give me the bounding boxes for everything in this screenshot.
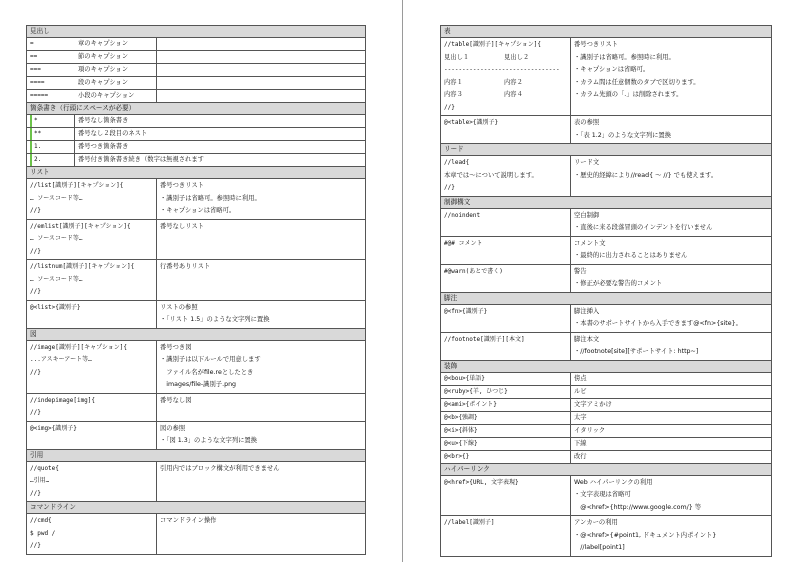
table-row: @<bou>{単語} 傍点	[441, 373, 771, 386]
section-lead	[440, 143, 772, 196]
page-divider	[402, 0, 403, 562]
section-header: リード	[441, 144, 771, 156]
section-quote	[26, 449, 366, 502]
table-row: //image[識別子][キャプション]{ ...アスキーアート等… //} 番号つき図 ・識別子は以下ルールで用意します ファイル名がfile.reとしたとき images/file-識別子.png	[27, 341, 365, 394]
table-row: === 項のキャプション	[27, 64, 365, 77]
section-bullets	[26, 102, 366, 166]
table-row: == 節のキャプション	[27, 51, 365, 64]
section-decoration	[440, 360, 772, 463]
bullet-marker-icon	[30, 128, 32, 140]
section-header: リスト	[27, 167, 365, 179]
table-row: @<fn>{識別子} 脚注挿入 ・本書のサポートサイトから入手できます@<fn>{site}。	[441, 305, 771, 333]
bullet-marker-icon	[30, 141, 32, 153]
table-row: @<img>{識別子} 図の参照 ・「図 1.3」のような文字列に置換	[27, 422, 365, 449]
section-list	[26, 166, 366, 328]
table-row: #@warn(あとで書く) 警告 ・修正が必要な警告的コメント	[441, 265, 771, 292]
table-row: //footnote[識別子][本文] 脚注本文 ・//footnote[site][サポートサイト: http~]	[441, 333, 771, 360]
table-row: //quote{ …引用… //} 引用内ではブロック構文が利用できません	[27, 462, 365, 502]
table-row: //table[識別子][キャプション]{ 見出し１ 見出し２ -------------------------------- 内容１ 内容２ 内容３ 内容４ //} 番号つきリスト ・識別子は省略可。参照時に利用。 ・キャプションは省略可。 ・カラム間は任意個数のタブで区切ります。 ・カラム先頭の「.」は削除されます。	[441, 38, 771, 116]
table-row: ===== 小段のキャプション	[27, 90, 365, 102]
section-header: 図	[27, 329, 365, 341]
table-row: //lead{ 本章では～について説明します。 //} リード文 ・歴史的経緯により//read{ ～ //} でも使えます。	[441, 156, 771, 196]
table-row: @<i>{斜体} イタリック	[441, 425, 771, 438]
section-header: 脚注	[441, 293, 771, 305]
table-row: //cmd{ $ pwd / //} コマンドライン操作	[27, 514, 365, 554]
section-header: コマンドライン	[27, 502, 365, 514]
section-header: 見出し	[27, 26, 365, 38]
left-column	[26, 25, 366, 555]
table-row: //listnum[識別子][キャプション]{ … ソースコード等… //} 行番号ありリスト	[27, 260, 365, 301]
bullet-marker-icon	[30, 115, 32, 127]
bullet-marker-icon	[30, 154, 32, 166]
table-row: ** 番号なし２段目のネスト	[27, 128, 365, 141]
section-midashi	[26, 25, 366, 102]
section-figure	[26, 328, 366, 449]
table-row: @<br>{} 改行	[441, 451, 771, 463]
table-row: //noindent 空白制御 ・直後に来る段落冒頭のインデントを行いません	[441, 209, 771, 237]
section-header: 引用	[27, 450, 365, 462]
section-cmdline	[26, 501, 366, 555]
table-row: @<list>{識別子} リストの参照 ・「リスト 1.5」のような文字列に置換	[27, 301, 365, 328]
table-row: @<u>{下線} 下線	[441, 438, 771, 451]
table-row: //label[識別子] アンカーの利用 ・@<href>{#point1, ドキュメント内ポイント} //label[point1]	[441, 516, 771, 556]
section-table	[440, 25, 772, 143]
table-row: 1. 番号つき箇条書き	[27, 141, 365, 154]
table-row: //emlist[識別子][キャプション]{ … ソースコード等… //} 番号なしリスト	[27, 220, 365, 261]
table-row: ==== 段のキャプション	[27, 77, 365, 90]
table-row: //list[識別子][キャプション]{ … ソースコード等… //} 番号つきリスト ・識別子は省略可。参照時に利用。 ・キャプションは省略可。	[27, 179, 365, 220]
table-row: //indepimage[img]{ //} 番号なし図	[27, 394, 365, 422]
table-row: @<b>{強調} 太字	[441, 412, 771, 425]
section-header: 表	[441, 26, 771, 38]
table-row: = 章のキャプション	[27, 38, 365, 51]
table-row: * 番号なし箇条書き	[27, 115, 365, 128]
table-row: #@# コメント コメント文 ・最終的に出力されることはありません	[441, 237, 771, 265]
section-header: 箇条書き（行頭にスペースが必要）	[27, 103, 365, 115]
table-row: @<table>{識別子} 表の参照 ・「表 1.2」のような文字列に置換	[441, 116, 771, 143]
table-row: @<ami>{ポイント} 文字アミかけ	[441, 399, 771, 412]
table-row: @<href>{URL, 文字表現} Web ハイパーリンクの利用 ・文字表現は省略可 @<href>{http://www.google.com/} 等	[441, 476, 771, 517]
section-header: ハイパーリンク	[441, 464, 771, 476]
section-hyperlink	[440, 463, 772, 557]
table-row: @<ruby>{羊, ひつじ} ルビ	[441, 386, 771, 399]
section-header: 制御構文	[441, 197, 771, 209]
section-header: 装飾	[441, 361, 771, 373]
table-row: 2. 番号付き箇条書き続き（数字は無視されます	[27, 154, 365, 166]
section-control	[440, 196, 772, 292]
right-column	[440, 25, 772, 557]
section-footnote	[440, 292, 772, 360]
